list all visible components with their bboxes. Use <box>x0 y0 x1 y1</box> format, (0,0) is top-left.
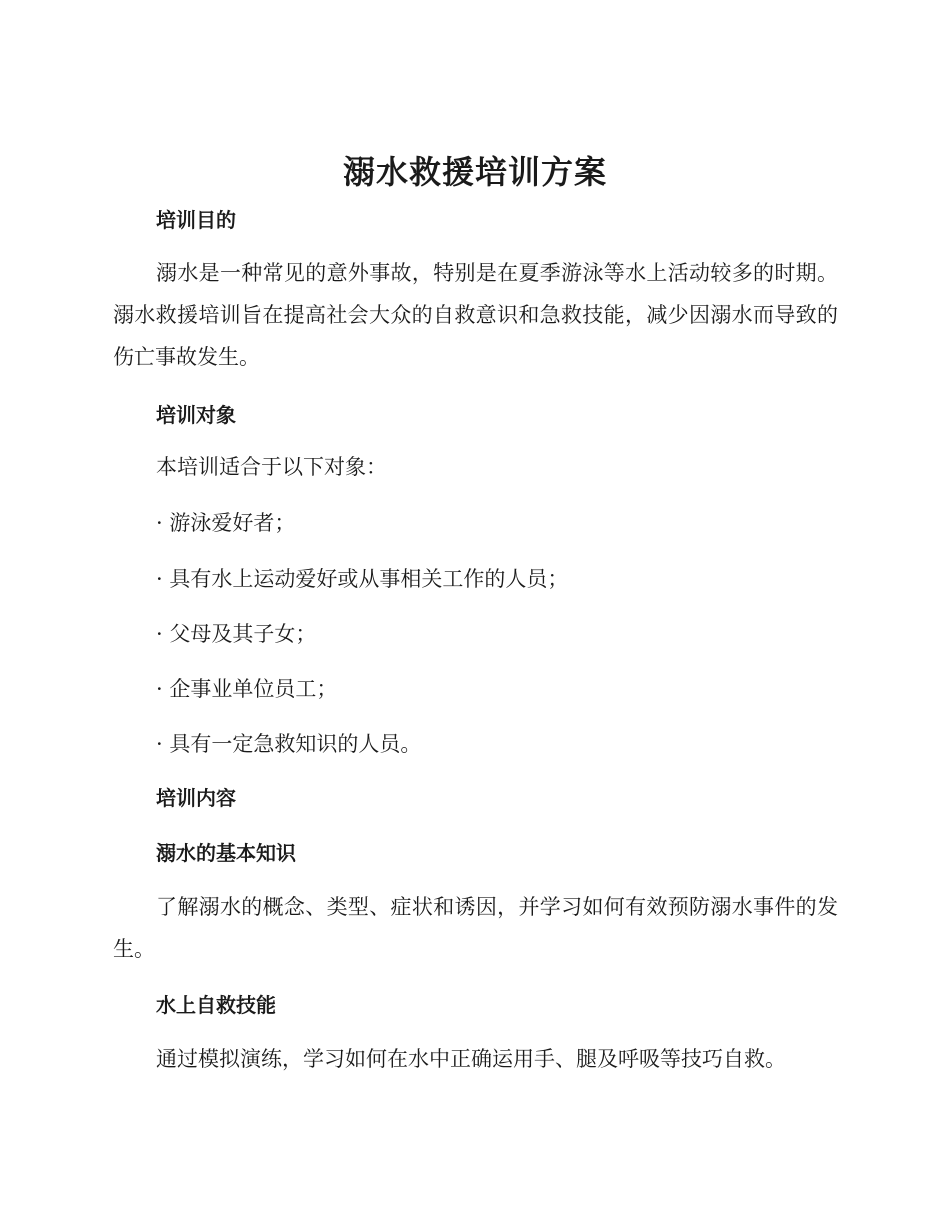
section-heading-content: 培训内容 <box>156 786 236 810</box>
self-rescue-paragraph: 通过模拟演练，学习如何在水中正确运用手、腿及呼吸等技巧自救。 <box>156 1047 786 1071</box>
subsection-heading-basics: 溺水的基本知识 <box>156 841 296 865</box>
basics-paragraph: 了解溺水的概念、类型、症状和诱因，并学习如何有效预防溺水事件的发生。 <box>113 895 838 961</box>
list-item: · 父母及其子女； <box>156 622 317 646</box>
purpose-paragraph: 溺水是一种常见的意外事故，特别是在夏季游泳等水上活动较多的时期。溺水救援培训旨在提高社会大众的自救意识和急救技能，减少因溺水而导致的伤亡事故发生。 <box>113 261 838 369</box>
list-item: · 具有水上运动爱好或从事相关工作的人员； <box>156 567 569 591</box>
subsection-heading-self-rescue: 水上自救技能 <box>156 993 276 1017</box>
list-item: · 具有一定急救知识的人员。 <box>156 732 422 756</box>
section-heading-purpose: 培训目的 <box>156 208 236 232</box>
list-item: · 游泳爱好者； <box>156 511 296 535</box>
section-heading-audience: 培训对象 <box>156 403 236 427</box>
audience-intro: 本培训适合于以下对象： <box>156 455 387 479</box>
document-title: 溺水救援培训方案 <box>342 153 607 191</box>
list-item: · 企事业单位员工； <box>156 677 338 701</box>
